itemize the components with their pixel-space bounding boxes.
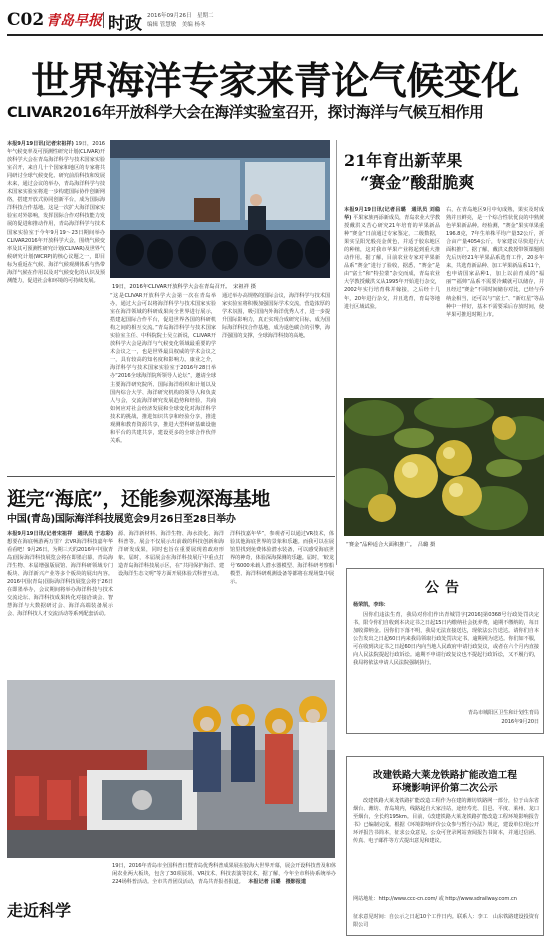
deepsea-top-rule [7, 476, 335, 477]
deepsea-photo-credit: 本报记者 吕璐 摄影报道 [248, 879, 306, 886]
deepsea-column-2 [118, 530, 224, 658]
rail-title-line-1: 改建铁路大莱龙铁路扩能改造工程 [373, 770, 517, 781]
apple-photo [344, 398, 544, 536]
lead-body-1: 19日，2016年气候变率及可预测性研究计划(CLIVAR)开放科学大会在青岛海洋科学与技术国家实验室召开，来自几十个国家和地区的专家将共同研讨全球气候变化、研究前沿科技和发展未来，通过会议的举办，青岛海洋科学与技术国家实验室将进一步构建国际协作创新网络，搭建开放式协同创新平台，成为国际海洋科技合作基地。这是一次扩大海洋国家实验室对外影响，发挥国际合作对科技能力发展的促进和推动作用，青岛海洋科学与技术国家实验室于今年9月19～23日期间举办CLIVAR2016年开放科学大会，围绕气候变率及其可预测性研究计划(CLIVAR)及世界气候研究计划(WCRP)的核心议题之一，即目标为重返在气候、海洋气候观测体系与热带海洋气候在作用以及对气候变化的认识及预测能力，促进社会和环境的可持续发展。 [7, 141, 105, 284]
lead-body-2: “这是CLIVAR开放科学大会第一次在青岛举办，通过大会可以将海洋科学与技术国家实验室在海洋领域的科研成果向全世界进行展示，搭建起国际合作平台，促进世界各国的科研机构之间的相互交流。”青岛海洋科学与技术国家实验室主任、中科院院士吴立新说，CLIVAR开放科学大会是海洋与气候变化领域最重要的学术会议之一，也是世界最具权威的学术会议之一，具有较高的知名度和影响力。康业之介，海洋科学与技术国家实验室于2016年28日举办“2016全球海洋院所领导人论坛”，邀请全球主要海洋研究院所、国际海洋组织和计划以及国内综合大学、海洋研究机构的领导人和负责人与会，交流海洋研究发展趋势和经验，共商如何应对社会经济发展和全球变化对海洋科学技术的挑战，推进知识共享和经验分享，推进观测和教育资源共享，推进大型科研基础设施和平台的共建共享，建设更多的全球合作伙伴关系。 [110, 293, 216, 444]
page-code: C02 [7, 10, 45, 30]
notice-body: 因你们违法生育，我局对你们作出青城罚字[2016]第0368号行政处罚决定书，限令你们自收到本决定书之日起15日内缴纳社会抚养费，逾期不缴纳的，每日加收滞纳金。因你们下落不明，我局无法直接送达，现依法公告送达。请你们自本公告发出之日起60日内来我局领取行政处罚决定书，逾期视为送达。你们如不服，可在收到决定书之日起60日内向当地人民政府申请行政复议，或者在六个月内直接向人民法院提起行政诉讼。逾期不申请行政复议也不提起行政诉讼，又不履行的，我局将依法申请人民法院强制执行。 [353, 612, 539, 667]
deepsea-column-3 [230, 530, 334, 658]
deepsea-body-2: 源、海洋新材料、海洋生物、海水淡化、海洋科普等。展会不仅展示出前载的科技创新和海洋研发成果，同时也旨在重要展现着政府形象。届时，本届展会在海洋科技展厅中重点打造青岛海洋科技展示区，在“共同保护海洋、建设海洋生态文明”等方面开展体验式科普互动。 [118, 531, 224, 578]
apple-body-2: 右，在青岛地区9月中旬成熟，果实及时成熟并且鲜亮，是一个综合性状优良的中熟黄色苹果新品种。经检测，“赛金”果实单果重196.8克，7年生单株平均产量32公斤，折合亩产量4054公斤，专家建议尽快进行大面积推广。据了解，戴洪义教授带领课题组先后历经21年苹果品系选育工作，20多年来，共选育新品种、加工苹果新品系11个，也申请国家品种1，加上以前育成的“福丽”“福帅”品系不需要冷藏就可以储存，并且经过“赛金”不同时间储存对比，已经与乔纳金相当，还可以与“富士”、“新红星”等品种中一样好，基本不需要采后存放时间，使苹果可推迟时期上市。 [446, 207, 544, 318]
lead-body-3: 通过举办高规格的国际会议，海洋科学与技术国家实验室将积极加强国际学术交流，营造浓厚的学术氛围，吸引国内外海洋优秀人才，进一步提升国际影响力，真正实现合成研究目标，成为国际海洋科技合作基地，成为退色碳合的引擎，海洋强国的支撑，全球海洋科技的高地。 [222, 293, 330, 340]
lead-headline: 世界海洋专家来青论气候变化 [31, 58, 519, 103]
rail-website: 网站地址：http://www.ccc-cn.com/ 或 http://www.sdrailway.com.cn [353, 896, 517, 902]
masthead-rule [7, 34, 543, 36]
notice-salutation: 杨荣凯，李玮： [353, 602, 389, 608]
deepsea-photo-caption [112, 862, 336, 926]
deepsea-side-label: 走近科学 [7, 901, 72, 920]
rail-title-line-2: 环境影响评价第二次公示 [392, 783, 498, 794]
deepsea-body-1: 想要在海底畅游两万里？去VR海洋科技嘉年华看看吧！9月26日，为期三天的2016年中国(青岛)国际海洋科技展览会将在即墨启幕，青岛海洋生物、本届增强版展馆、海洋科研领域专门板块、海洋新兴产业等多个板块的展出内容。2016中国(青岛)国际海洋科技展览会将于26日在即墨举办，会议期间将举办海洋科技与技术交流论坛、海洋科技成果转化对接洽谈会、智慧海洋与大数据研讨会、海洋高端装备展示会、海洋科技人才交流活动等系列配套活动。 [7, 539, 113, 618]
deepsea-caption-text: 19日，2016年青岛市全国科普日暨青岛优秀科普成果展在胶海大世界开幕，展会开设科技普及和休闲农业两大板块，包含了30项展项、VR技术、科技表演等技术，据了解，今年全市科协系统举办224场科普活动。全市共青团员活动，青岛共青报者报道。 [112, 863, 336, 886]
lead-subhead: CLIVAR2016年开放科学大会在海洋实验室召开，探讨海洋与气候互相作用 [7, 104, 484, 121]
deepsea-photo [7, 680, 335, 858]
notice-box [346, 568, 544, 734]
notice-signoff-date: 2016年9月20日 [501, 719, 539, 725]
rail-body: 改建铁路大莱龙铁路扩能改造工程作为在建的潍坊铁路网一部分，位于山东省烟台、潍坊、青岛境内，线路起自大家洼站，途经寿光、昌邑、平度、莱州、龙口至烟台，全长约195km。目前，《改建铁路大莱龙铁路扩能改造工程环境影响报告书》已编制完成。根据《环境影响评价公众参与暂行办法》规定，建设单位现公开环评报告书简本，征求公众意见。公众可登录网站查阅报告书简本，并通过信函、传真、电子邮件等方式提出意见和建议。 [353, 798, 539, 845]
notice-signoff-org: 青岛市城阳区卫生和计划生育局 [467, 710, 539, 716]
lead-photo-caption: 19日，2016年CLIVAR开放科学大会在青岛召开。 宋祖祥 摄 [112, 284, 256, 290]
deepsea-headline: 逛完“海底”，还能参观深海基地 [7, 488, 270, 510]
staff-line: 编辑 管慧敏 美编 杨冬 [147, 22, 206, 28]
apple-byline: 本报9月19日讯(记者吕璐 通讯员 刘稳华) [344, 207, 440, 222]
apple-headline-line-1: 21年育出新苹果 [344, 151, 463, 170]
lead-column-3 [222, 292, 330, 482]
deepsea-subhead: 中国(青岛)国际海洋科技展览会9月26日至28日举办 [7, 514, 236, 525]
rail-contact: 征求意见时间：自公示之日起10个工作日内。联系人：李工 山东铁路建设投资有限公司 [353, 914, 539, 929]
masthead-divider [103, 12, 104, 28]
paper-logo: 青岛早报 [46, 13, 102, 29]
lead-column-2 [110, 292, 216, 482]
apple-body-1: 平果家族再添新成员，青岛农业大学教授戴洪义苦心研究21年培育的苹果新品种“赛金”日前通过专家鉴定，二级数据，果实呈阳光般亮金黄色，并适于胶东地区的种植，这对我市苹果产业将起到重大推动作用。据了解，目前农业专家对苹果新品系“赛金”进行了验收，据悉，“赛金”是由“富士”和“特拉蒙”杂交而成，青岛农业大学教授戴洪义从1995年开始进行杂交，2002年实行培育株并嫁接，之后经十几年，20年进行杂交，并且选育，育岛等地进行区域试验。 [344, 215, 440, 310]
apple-headline-line-2: “赛金”酸甜脆爽 [360, 173, 475, 192]
deepsea-body-3: 洋科技嘉年华”，参观者可以通过VR技术，体验其他海底世界的景象和乐趣。而我可以在展馆里找到免费体验潜水装备，可以感受海底世界的神奇，体验深海探测的乐趣。届时，‘蛟龙号’6000米载人潜水器模型、海洋科研考察船模型、海洋科研观测设备等都将在现场集中展示。 [230, 531, 334, 586]
rail-notice-box [346, 756, 544, 936]
date-line: 2016年09月26日 星期二 [147, 13, 214, 19]
apple-column-1 [344, 206, 440, 390]
lead-photo [110, 140, 330, 278]
apple-photo-caption: “赛金”品种适合大面积推广。 吕璐 摄 [346, 542, 436, 548]
masthead [0, 0, 550, 40]
lead-byline: 本报9月19日讯(记者宋祖祥) [7, 141, 74, 147]
deepsea-byline: 本报9月19日讯(记者宋祖祥 通讯员 于志彩) [7, 531, 113, 537]
apple-column-2 [446, 206, 544, 390]
notice-title: 公告 [425, 580, 465, 596]
deepsea-column-1 [7, 530, 113, 658]
section-title: 时政 [108, 14, 142, 34]
lead-column-1 [7, 140, 105, 446]
